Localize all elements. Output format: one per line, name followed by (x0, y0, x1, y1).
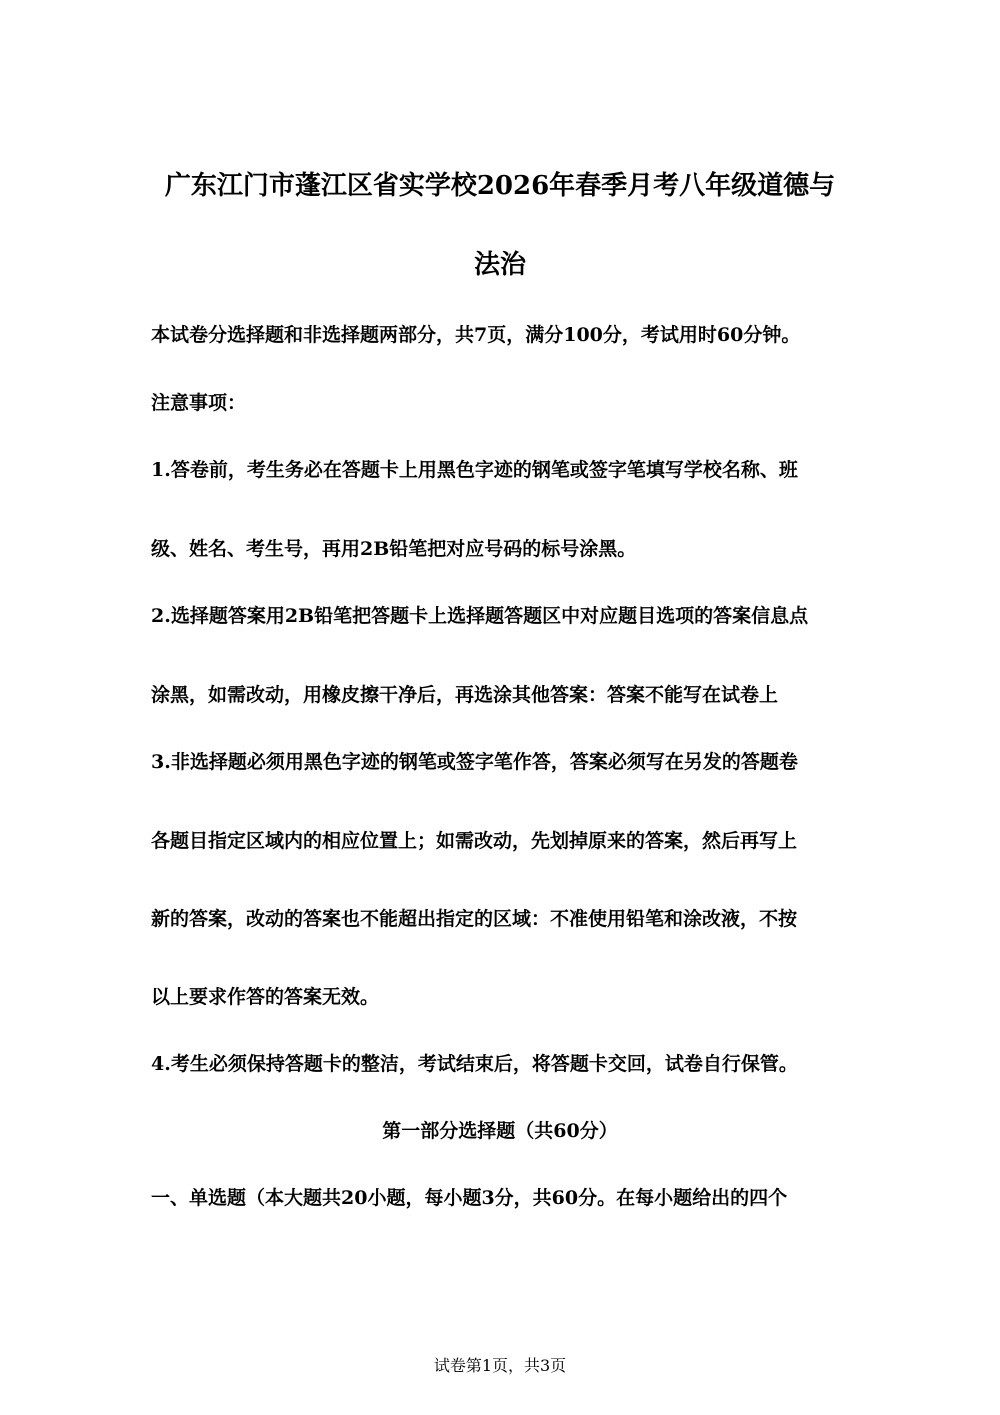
notice-line-3: 2.选择题答案用2B铅笔把答题卡上选择题答题区中对应题目选项的答案信息点 (151, 605, 809, 627)
notice-line-8: 以上要求作答的答案无效。 (151, 986, 380, 1008)
section-heading: 第一部分选择题（共60分） (382, 1120, 618, 1142)
notice-heading: 注意事项： (151, 392, 247, 414)
notice-line-9: 4.考生必须保持答题卡的整洁，考试结束后，将答题卡交回，试卷自行保管。 (151, 1053, 798, 1075)
notice-line-7: 新的答案，改动的答案也不能超出指定的区域：不准使用铅笔和涂改液，不按 (151, 908, 798, 930)
exam-intro: 本试卷分选择题和非选择题两部分，共7页，满分100分，考试用时60分钟。 (151, 324, 801, 346)
question-intro: 一、单选题（本大题共20小题，每小题3分，共60分。在每小题给出的四个 (151, 1187, 788, 1209)
notice-line-6: 各题目指定区域内的相应位置上；如需改动，先划掉原来的答案，然后再写上 (151, 830, 798, 852)
notice-line-5: 3.非选择题必须用黑色字迹的钢笔或签字笔作答，答案必须写在另发的答题卷 (151, 751, 798, 773)
notice-line-1: 1.答卷前，考生务必在答题卡上用黑色字迹的钢笔或签字笔填写学校名称、班 (151, 459, 798, 481)
page-footer: 试卷第1页，共3页 (433, 1356, 567, 1375)
notice-line-4: 涂黑，如需改动，用橡皮擦干净后，再选涂其他答案：答案不能写在试卷上 (151, 684, 779, 706)
exam-title-line-1: 广东江门市蓬江区省实学校2026年春季月考八年级道德与 (164, 171, 836, 201)
exam-title-line-2: 法治 (473, 250, 526, 280)
notice-line-2: 级、姓名、考生号，再用2B铅笔把对应号码的标号涂黑。 (151, 538, 637, 560)
